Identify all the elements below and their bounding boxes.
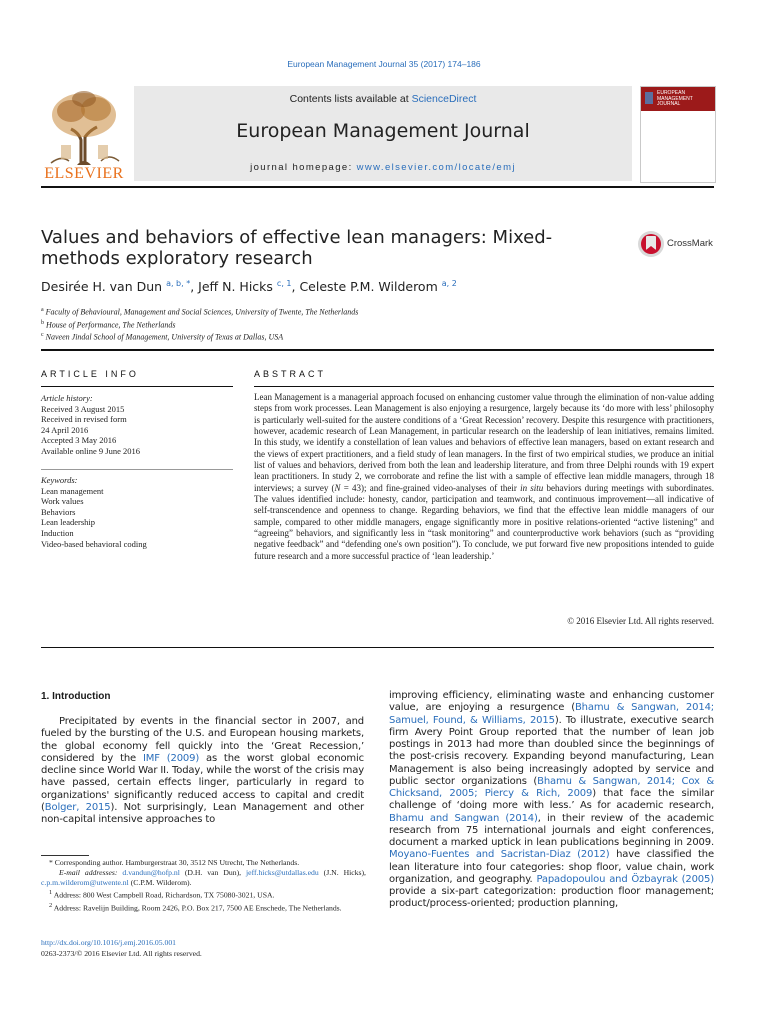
journal-citation[interactable]: European Management Journal 35 (2017) 174–186 — [287, 59, 481, 69]
citation-link[interactable]: Bhamu & Sangwan, 2014; Samuel, Found, & Williams, 2015 — [389, 702, 714, 726]
affiliation-item — [41, 330, 358, 343]
abstract-bottom-rule — [41, 647, 714, 648]
citation-link[interactable]: IMF (2009) — [142, 752, 200, 764]
cover-logo-icon — [645, 92, 653, 104]
abstract-rule — [254, 386, 714, 387]
affiliation-mark: a — [41, 307, 44, 313]
keywords-rule — [41, 469, 233, 470]
affiliation-mark: b — [41, 319, 44, 326]
history-item: Received 3 August 2015 — [41, 403, 125, 414]
affiliation-text: Faculty of Behavioural, Management and Social Sciences, University of Twente, The Netherlands — [45, 307, 359, 317]
footnote-item — [41, 868, 366, 888]
body-text: provide a six-part categorization: production floor management; product/process-oriented; production planning, — [389, 886, 714, 910]
doi-link[interactable]: http://dx.doi.org/10.1016/j.emj.2016.05.001 — [41, 938, 177, 947]
citation-link[interactable]: Papadopoulou and Özbayrak (2005) — [536, 873, 714, 885]
email-owner: (C.P.M. Wilderom). — [128, 878, 192, 888]
article-history — [41, 393, 233, 457]
contents-prefix: Contents lists available at — [289, 93, 412, 105]
affiliation-text: Naveen Jindal School of Management, University of Texas at Dallas, USA — [45, 332, 284, 342]
citation-link[interactable]: Bhamu & Sangwan, 2014; Cox & Chicksand, 2005; Piercy & Rich, 2009 — [389, 775, 714, 799]
footnote-mark: 2 — [49, 901, 53, 909]
body-text: have classified the lean literature into four categories: shop floor, value chain, work organization, and geography. — [389, 849, 714, 885]
affiliation-item — [41, 305, 358, 318]
contents-line — [134, 93, 632, 105]
footnote-item — [41, 858, 366, 868]
keyword-item: Induction — [41, 527, 74, 538]
keyword-item: Lean management — [41, 485, 104, 496]
email-owner: (D.H. van Dun), — [179, 868, 247, 878]
affiliation-rule — [41, 349, 714, 351]
footnote-text: Address: Ravelijn Building, Room 2426, P.O. Box 217, 7500 AE Enschede, The Netherlands. — [52, 903, 342, 913]
history-item: Accepted 3 May 2016 — [41, 435, 117, 446]
keyword-item: Lean leadership — [41, 517, 96, 528]
abstract-part: Lean Management is a managerial approach focused on enhancing customer value through the elimination of non-value adding steps from work processes. Lean Management is also enjoying a resurgence, largely because its ‘do more with less’ philosophy is particularly well-suited for the austere conditions of a ‘Great Recession’ recovery. Despite this resurgence with practitioners, however, academic research of Lean Management, in particular research on the leadership of lean initiatives, remains limited. In this study, we identify a constellation of lean values and behaviors of effective lean managers, based on extant research and the views of expert practitioners, and a field study of lean managers. In the first of two empirical studies, we produce an initial list of values and behaviors, derived from both the lean and leadership literature, and from three Delphi rounds with 19 expert lean practitioners. In study 2, we corroborate and refine the list with a sample of effective lean middle managers, through 18 interviews; a survey ( — [254, 392, 714, 493]
body-text: Precipitated by events in the financial sector in 2007, and fueled by the bursting of the U.S. and European housing markets, the global economy fell quickly into the ‘Great Recession,’ considered by the — [41, 716, 364, 764]
crossmark-icon — [637, 230, 667, 258]
journal-cover[interactable] — [640, 86, 716, 183]
affiliations — [41, 305, 358, 343]
history-item: Available online 9 June 2016 — [41, 445, 140, 456]
history-label: Article history: — [41, 393, 93, 403]
abstract-copyright: © 2016 Elsevier Ltd. All rights reserved. — [567, 616, 714, 626]
citation-link[interactable]: Moyano-Fuentes and Sacristan-Diaz (2012) — [389, 849, 610, 861]
abstract-variable: N — [334, 482, 341, 493]
journal-title: European Management Journal — [236, 120, 530, 142]
cover-title: EUROPEAN MANAGEMENT JOURNAL — [657, 90, 693, 107]
citation-link[interactable]: Bhamu and Sangwan (2014) — [389, 812, 538, 824]
issn-line: 0263-2373/© 2016 Elsevier Ltd. All rights reserved. — [41, 948, 202, 958]
crossmark-button[interactable] — [637, 230, 717, 258]
author-list: Desirée H. van Dun $^{a, b, *}$, Jeff N. Hicks $^{c, 1}$, Celeste P.M. Wilderom $^{a, 2}$ — [41, 279, 457, 295]
journal-homepage — [134, 162, 632, 173]
email-link[interactable]: c.p.m.wilderom@utwente.nl — [41, 878, 129, 888]
abstract-part: = 43); and fine-grained video-analyses of their — [340, 482, 521, 493]
email-link[interactable]: jeff.hicks@utdallas.edu — [246, 868, 319, 878]
author-affiliation-marks[interactable]: c, 1 — [276, 279, 292, 288]
footnote-rule — [41, 855, 89, 856]
intro-left-column — [41, 716, 364, 826]
homepage-link[interactable]: www.elsevier.com/locate/emj — [356, 162, 516, 173]
affiliation-item — [41, 318, 358, 331]
body-text: as the worst global economic decline since World War II. Today, while the worst of the crisis may have passed, certain effects linger, particularly in regard to organizations' significantly reduced access to capital and credit ( — [41, 752, 364, 813]
citation-link[interactable]: Bolger, 2015 — [44, 801, 111, 813]
footnote-item — [41, 901, 366, 914]
crossmark-label: CrossMark — [667, 238, 713, 249]
body-text: , in their review of the academic research from 75 international journals and eight conferences, document a marked uptick in lean publications beginning in 2009. — [389, 812, 714, 848]
header-rule — [41, 186, 714, 188]
footnotes — [41, 858, 366, 914]
doi-block — [41, 938, 202, 959]
author-name: Celeste P.M. Wilderom — [299, 279, 438, 295]
footnote-mark: 1 — [49, 889, 53, 897]
abstract-text — [254, 392, 714, 562]
email-owner: (J.N. Hicks), — [318, 868, 366, 878]
footnote-item — [41, 888, 366, 901]
journal-banner — [134, 86, 632, 181]
affiliation-text: House of Performance, The Netherlands — [46, 320, 176, 330]
keyword-item: Work values — [41, 496, 84, 507]
elsevier-wordmark: ELSEVIER — [44, 165, 124, 182]
sciencedirect-link[interactable]: ScienceDirect — [411, 93, 477, 105]
email-label: E-mail addresses: — [59, 868, 123, 878]
elsevier-logo — [41, 85, 127, 181]
keyword-item: Video-based behavioral coding — [41, 538, 147, 549]
keywords — [41, 475, 233, 549]
history-item: 24 April 2016 — [41, 424, 89, 435]
author-name: Jeff N. Hicks — [198, 279, 273, 295]
author-name: Desirée H. van Dun — [41, 279, 163, 295]
intro-right-column — [389, 690, 714, 911]
homepage-prefix: journal homepage: — [250, 162, 357, 173]
email-link[interactable]: d.vandun@hofp.nl — [122, 868, 180, 878]
body-text: ) that face the similar challenge of ‘doing more with less.’ As for academic research, — [389, 788, 714, 812]
article-info-rule — [41, 386, 233, 387]
abstract-heading: ABSTRACT — [254, 369, 327, 379]
abstract-term: in situ — [520, 482, 544, 493]
abstract-part: behaviors during meetings with subordinates. The values identified include: honesty, candor, participation and teamwork, and continuous improvement—all indicative of self-transcendence and openness to change. Regarding behaviors, we find that the effective lean middle managers of our sample, compared to other middle managers, engage significantly more in positive relations-oriented “active listening” and “agreeing” behaviors, and significantly less in “task monitoring” and counterproductive work behaviors (such as “providing negative feedback” and “defending one's own position”). To conclude, we put forward five new propositions intended to guide future research and a more successful practice of ‘lean leadership.’ — [254, 482, 714, 561]
footnote-text: Address: 800 West Campbell Road, Richardson, TX 75080-3021, USA. — [52, 890, 275, 900]
cover-bar — [641, 87, 715, 111]
article-title: Values and behaviors of effective lean managers: Mixed-methods exploratory research — [41, 227, 553, 269]
author-affiliation-marks[interactable]: a, 2 — [441, 279, 457, 288]
article-info-heading: ARTICLE INFO — [41, 369, 139, 379]
author-affiliation-marks[interactable]: a, b, * — [166, 279, 191, 288]
body-text: ). Not surprisingly, Lean Management and other non-capital intensive approaches to — [41, 801, 364, 825]
body-text: ). To illustrate, executive search firm Avery Point Group reported that the number of lean job postings in 2013 had more than doubled since the beginnings of the post-crisis recovery. Expanding beyond manufacturing, Lean Management is also being increasingly adopted by service and public sector organizations ( — [389, 714, 714, 787]
section-heading-introduction: 1. Introduction — [41, 691, 111, 702]
footnote-text: Corresponding author. Hamburgerstraat 30, 3512 NS Utrecht, The Netherlands. — [52, 858, 300, 867]
body-text: improving efficiency, eliminating waste and enhancing customer value, are enjoying a resurgence ( — [389, 690, 714, 714]
footnote-mark: * — [49, 858, 53, 867]
history-item: Received in revised form — [41, 414, 127, 425]
keyword-item: Behaviors — [41, 506, 76, 517]
affiliation-mark: c — [41, 332, 44, 339]
keywords-label: Keywords: — [41, 475, 78, 485]
